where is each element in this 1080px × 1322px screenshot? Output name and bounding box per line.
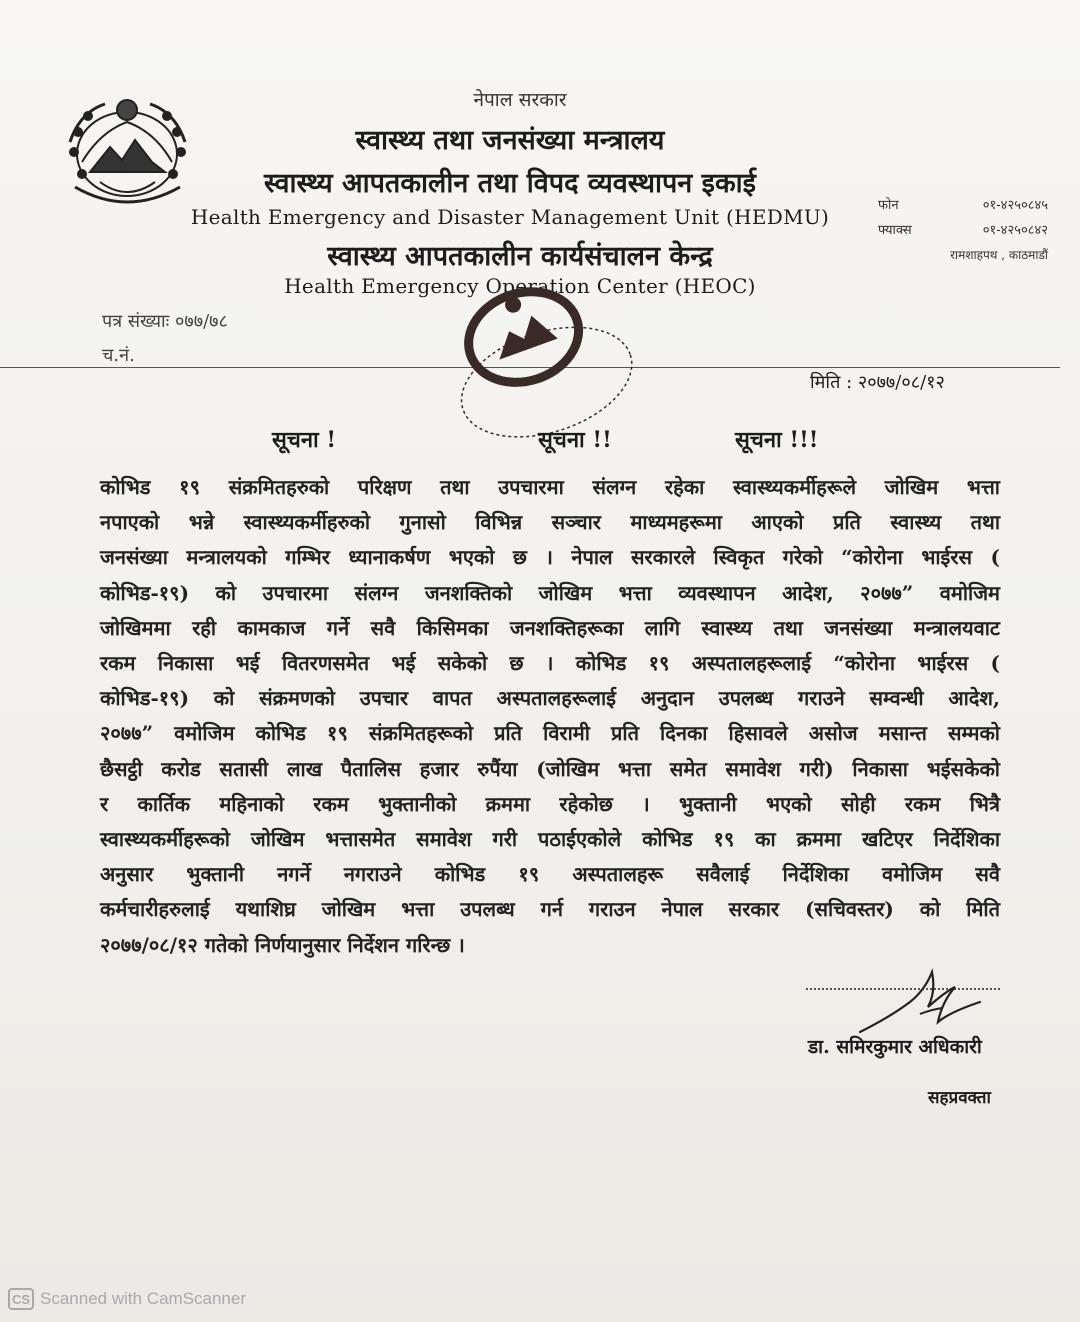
body-line: र कार्तिक महिनाको रकम भुक्तानीको क्रममा रहेकोछ । भुक्तानी भएको सोही रकम भित्रै	[100, 791, 1000, 816]
phone-number: ०१-४२५०८४५	[982, 198, 1048, 213]
body-line: कोभिड १९ संक्रमितहरुको परिक्षण तथा उपचारमा संलग्न रहेका स्वास्थ्यकर्मीहरूले जोखिम भत्ता	[100, 475, 1000, 499]
phone-row	[878, 193, 1048, 218]
body-line: जोखिममा रही कामकाज गर्ने सवै किसिमका जनशक्तिहरूका लागि स्वास्थ्य तथा जनसंख्या मन्त्रालयवाट	[100, 615, 1000, 640]
phone-label: फोन	[878, 198, 899, 213]
watermark-text: Scanned with CamScanner	[40, 1289, 247, 1308]
body-line: स्वास्थ्यकर्मीहरूको जोखिम भत्तासमेत समावेश गरी पठाईएकोले कोभिड १९ का क्रममा खटिएर निर्देशिका	[100, 827, 1000, 852]
unit-name-nepali: स्वास्थ्य आपतकालीन तथा विपद व्यवस्थापन इकाई	[264, 168, 756, 199]
body-line: अनुसार भुक्तानी नगर्ने नगराउने कोभिड १९ अस्पतालहरू सवैलाई निर्देशिका वमोजिम सवै	[100, 862, 1000, 887]
body-line: कोभिड-१९) को उपचारमा संलग्न जनशक्तिको जोखिम भत्ता व्यवस्थापन आदेश, २०७७” वमोजिम	[100, 580, 1000, 605]
center-name-nepali: स्वास्थ्य आपतकालीन कार्यसंचालन केन्द्र	[327, 241, 713, 272]
fax-label: फ्याक्स	[878, 223, 912, 238]
notice-heading-1: सूचना !	[272, 427, 337, 453]
body-line: जनसंख्या मन्त्रालयको गम्भिर ध्यानाकर्षण भएको छ । नेपाल सरकारले स्विकृत गरेको “कोरोना भाईरस (	[100, 545, 1000, 570]
dispatch-number: च.नं.	[102, 345, 135, 366]
body-line: २०७७” वमोजिम कोभिड १९ संक्रमितहरूको प्रति विरामी प्रति दिनका हिसावले असोज मसान्त सम्मको	[100, 721, 1000, 746]
unit-name-english: Health Emergency and Disaster Management Unit (HEDMU)	[190, 205, 830, 229]
body-line: नपाएको भन्ने स्वास्थ्यकर्मीहरुको गुनासो विभिन्न सञ्चार माध्यमहरूमा आएको प्रति स्वास्थ्य तथा	[100, 510, 1000, 535]
notice-body	[100, 470, 1000, 963]
letter-date: मिति : २०७७/०८/१२	[810, 372, 945, 393]
signatory-designation: सहप्रवक्ता	[928, 1088, 991, 1108]
letter-number: पत्र संख्याः ०७७/७८	[102, 311, 228, 332]
body-line: छैसट्ठी करोड सतासी लाख पैतालिस हजार रुपैंया (जोखिम भत्ता समेत समावेश गरी) निकासा भईसकेको	[100, 756, 1000, 781]
ministry-name: स्वास्थ्य तथा जनसंख्या मन्त्रालय	[355, 125, 665, 156]
address: रामशाहपथ , काठमाडौं	[950, 248, 1048, 262]
fax-number: ०१-४२५०८४२	[982, 223, 1048, 238]
official-stamp-icon	[450, 270, 650, 450]
camscanner-logo-icon: CS	[8, 1288, 34, 1310]
handwritten-signature-icon	[850, 962, 990, 1042]
body-line: कोभिड-१९) को संक्रमणको उपचार वापत अस्पतालहरूलाई अनुदान उपलब्ध गराउने सम्वन्धी आदेश,	[100, 686, 1000, 711]
notice-heading-3: सूचना !!!	[735, 427, 819, 453]
government-name: नेपाल सरकार	[473, 89, 567, 111]
notice-heading-2: सूचना !!	[538, 427, 612, 453]
body-line: २०७७/०८/१२ गतेको निर्णयानुसार निर्देशन गरिन्छ ।	[100, 932, 465, 957]
body-line: कर्मचारीहरुलाई यथाशिघ्र जोखिम भत्ता उपलब्ध गर्न गराउन नेपाल सरकार (सचिवस्तर) को मिति	[100, 897, 1000, 922]
camscanner-watermark	[8, 1288, 246, 1310]
fax-row	[878, 218, 1048, 243]
body-line: रकम निकासा भई वितरणसमेत भई सकेको छ । कोभिड १९ अस्पतालहरूलाई “कोरोना भाईरस (	[100, 651, 1000, 676]
contact-block	[878, 193, 1048, 268]
signatory-name: डा. समिरकुमार अधिकारी	[808, 1036, 982, 1058]
center-name-english: Health Emergency Operation Center (HEOC)	[284, 274, 756, 298]
